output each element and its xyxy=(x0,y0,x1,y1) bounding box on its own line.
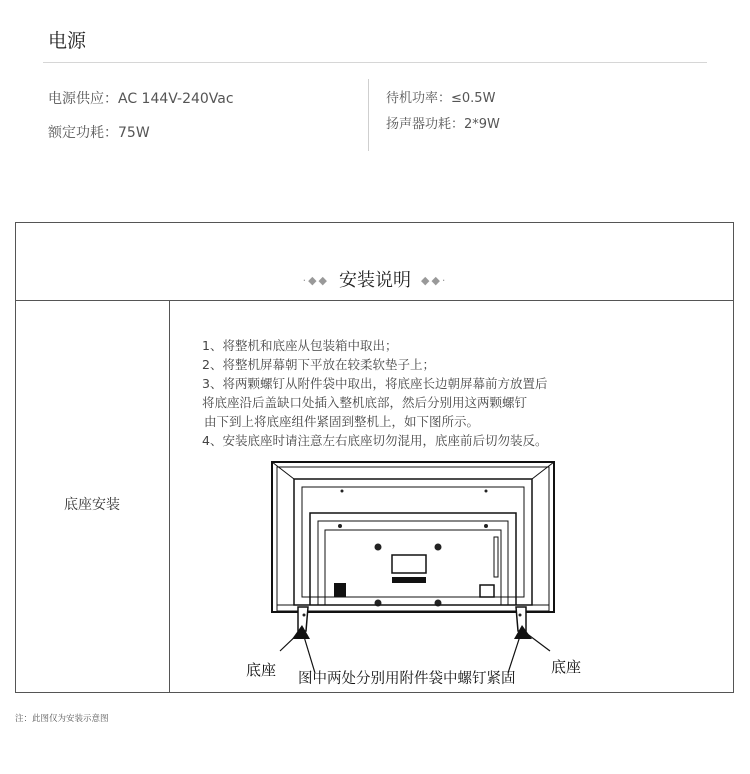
install-instructions xyxy=(202,336,547,450)
screw-hole xyxy=(341,490,344,493)
vesa-hole xyxy=(375,544,382,551)
instruction-line: 将底座沿后盖缺口处插入整机底部，然后分别用这两颗螺钉 xyxy=(202,395,528,410)
instruction-line: 2、将整机屏幕朝下平放在较柔软垫子上； xyxy=(202,357,435,372)
ornament-left-icon: ·◆◆ xyxy=(302,274,329,287)
instruction-line: 4、安装底座时请注意左右底座切勿混用，底座前后切勿装反。 xyxy=(202,433,548,448)
port-block xyxy=(334,583,346,597)
ornament-right-icon: ◆◆· xyxy=(421,274,448,287)
rated-power-spec: 额定功耗：75W xyxy=(48,125,150,141)
screw-hole xyxy=(485,490,488,493)
install-title xyxy=(0,266,750,292)
label-strip xyxy=(392,577,426,583)
section-divider xyxy=(43,62,707,63)
power-supply-spec: 电源供应：AC 144V-240Vac xyxy=(48,91,234,107)
right-stand-foot xyxy=(514,625,532,639)
screw-hole xyxy=(338,524,342,528)
stand-screw xyxy=(519,614,522,617)
install-title-text: 安装说明 xyxy=(339,270,411,291)
right-base-label: 底座 xyxy=(551,658,582,676)
stand-screw xyxy=(303,614,306,617)
speaker-power-spec: 扬声器功耗：2*9W xyxy=(386,117,500,132)
diagram-caption: 图中两处分别用附件袋中螺钉紧固 xyxy=(298,671,516,687)
install-table-column-divider xyxy=(169,300,170,693)
row-label-base-install: 底座安装 xyxy=(64,497,120,513)
section-title: 电源 xyxy=(48,30,87,52)
callout-line xyxy=(522,630,550,651)
left-base-label: 底座 xyxy=(246,661,277,679)
callout-line xyxy=(280,630,302,651)
screw-hole xyxy=(484,524,488,528)
vesa-hole xyxy=(435,544,442,551)
instruction-line: 3、将两颗螺钉从附件袋中取出，将底座长边朝屏幕前方放置后 xyxy=(202,376,548,391)
install-table-row-divider xyxy=(15,300,734,301)
instruction-line: 1、将整机和底座从包装箱中取出； xyxy=(202,338,398,353)
instruction-line: 由下到上将底座组件紧固到整机上，如下图所示。 xyxy=(204,414,480,429)
tv-outer-frame xyxy=(272,462,554,612)
tv-back-diagram xyxy=(240,455,600,690)
footnote: 注：此图仅为安装示意图 xyxy=(15,714,109,724)
standby-power-spec: 待机功率：≤0.5W xyxy=(386,91,496,106)
spec-column-divider xyxy=(368,79,369,151)
